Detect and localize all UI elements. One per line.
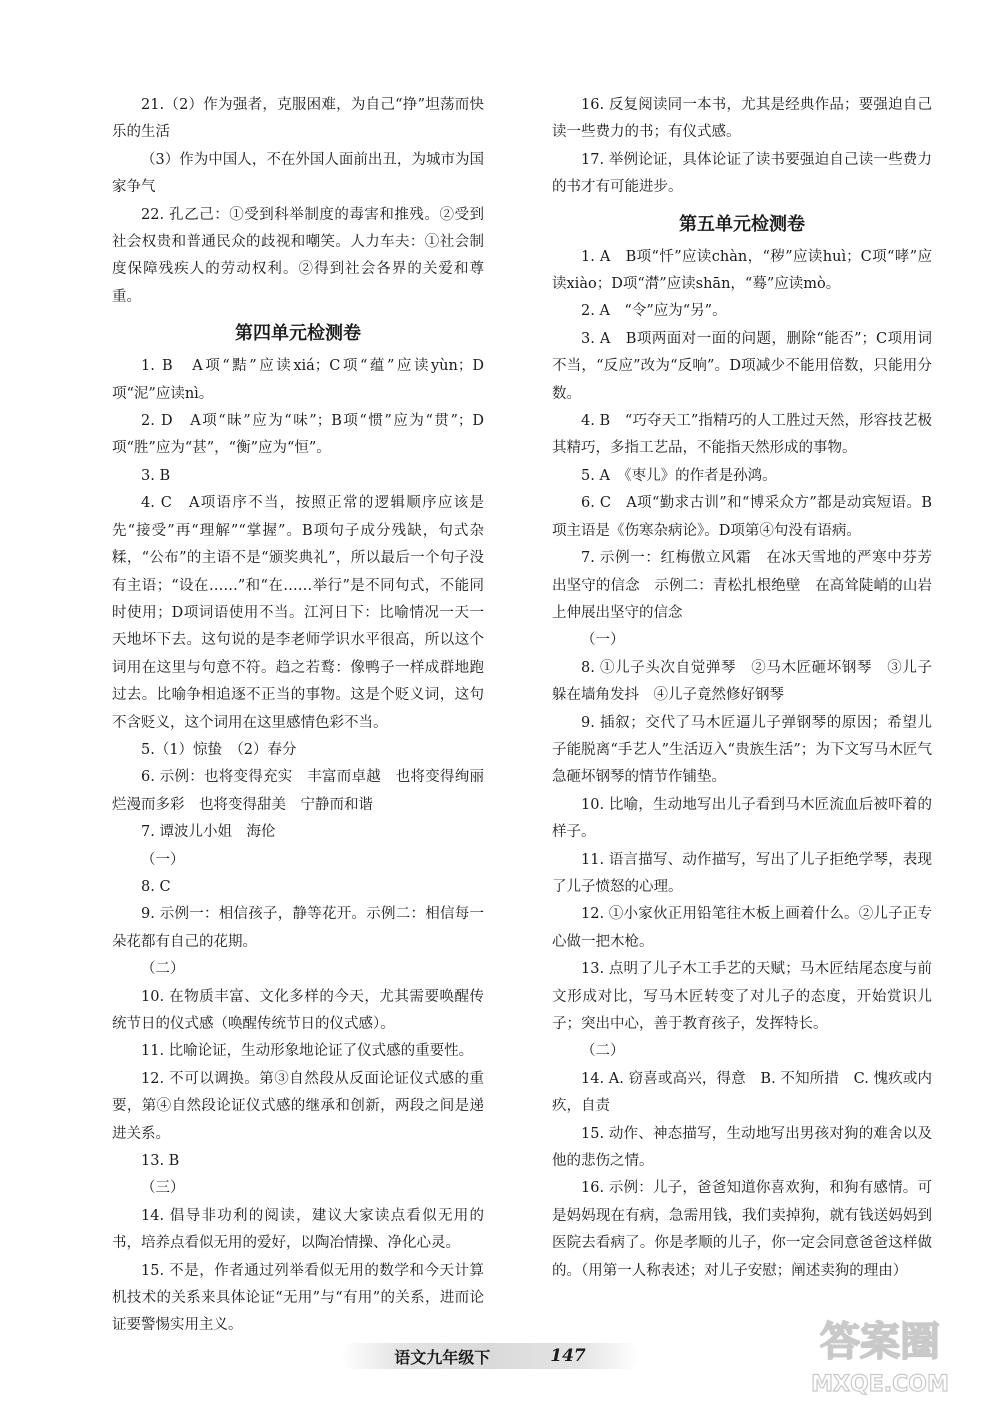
answer-paragraph: 3. B (141, 467, 171, 484)
answer-paragraph: 16. 示例：儿子，爸爸知道你喜欢狗，和狗有感情。可是妈妈现在有病，急需用钱，我们卖掉狗，就有钱送妈妈到医院去看病了。你是孝顺的儿子，你一定会同意爸爸这样做的。（用第一人称表述；对儿子安慰；阐述卖狗的理由） (552, 1180, 932, 1279)
answer-paragraph: 12. 不可以调换。第③自然段从反面论证仪式感的重要，第④自然段论证仪式感的继承和创新，两段之间是递进关系。 (112, 1070, 484, 1142)
answer-paragraph: 10. 在物质丰富、文化多样的今天，尤其需要唤醒传统节日的仪式感（唤醒传统节日的仪式感）。 (112, 988, 484, 1032)
answer-paragraph: 17. 举例论证，具体论证了读书要强迫自己读一些费力的书才有可能进步。 (552, 151, 932, 196)
answer-paragraph: 15. 动作、神态描写，生动地写出男孩对狗的难舍以及他的悲伤之情。 (552, 1125, 932, 1170)
answer-paragraph: 9. 插叙；交代了马木匠逼儿子弹钢琴的原因；希望儿子能脱离“手艺人”生活迈入“贵族生活”；为下文写马木匠气急砸坏钢琴的情节作铺垫。 (552, 714, 932, 786)
answer-paragraph: 14. 倡导非功利的阅读，建议大家读点看似无用的书，培养点看似无用的爱好，以陶冶情操、净化心灵。 (112, 1207, 484, 1252)
section-heading: 第四单元检测卷 (235, 323, 361, 345)
watermark-logo (780, 1309, 980, 1399)
answer-paragraph: （三） (141, 1180, 185, 1197)
answer-paragraph: 13. 点明了儿子木工手艺的天赋；马木匠结尾态度与前文形成对比，写马木匠转变了对儿子的态度，开始赏识儿子；突出中心，善于教育孩子，发挥特长。 (552, 961, 932, 1032)
answer-paragraph: 7. 谭波儿小姐 海伦 (141, 824, 276, 841)
answer-paragraph: （一） (141, 851, 185, 868)
answer-paragraph: 22. 孔乙己：①受到科举制度的毒害和推残。②受到社会权贵和普通民众的歧视和嘲笑。人力车夫：①社会制度保障残疾人的劳动权利。②得到社会各界的关爱和尊重。 (112, 206, 484, 305)
answer-paragraph: 5. A 《枣儿》的作者是孙鸿。 (581, 467, 777, 484)
answer-paragraph: 7. 示例一：红梅傲立风霜 在冰天雪地的严寒中芬芳出坚守的信念 示例二：青松扎根绝壁 在高耸陡峭的山岩上伸展出坚守的信念 (552, 550, 932, 621)
answer-paragraph: 2. A “令”应为“另”。 (581, 303, 727, 320)
answer-paragraph: 6. 示例：也将变得充实 丰富而卓越 也将变得绚丽 烂漫而多彩 也将变得甜美 宁静而和谐 (112, 769, 499, 813)
answer-paragraph: 10. 比喻，生动地写出儿子看到马木匠流血后被吓着的样子。 (552, 796, 932, 841)
answer-paragraph: （二） (581, 1043, 625, 1060)
answer-paragraph: 4. C A项语序不当，按照正常的逻辑顺序应该是先“接受”再“理解”“掌握”。B项句子成分残缺，句式杂糅，“公布”的主语不是“颁奖典礼”，所以最后一个句子没有主语；“设在……”和“在……举行”是不同句式，不能同时使用；D项词语使用不当。江河日下：比喻情况一天一天地坏下去。这句说的是李老师学识水平很高，所以这个词用在这里与句意不符。趋之若鹜：像鸭子一样成群地跑过去。比喻争相追逐不正当的事物。这是个贬义词，这句不含贬义，这个词用在这里感情色彩不当。 (112, 495, 484, 731)
answer-paragraph: 1. A B项“忏”应读chàn，“秽”应读huì；C项“哮”应读xiào；D项“潸”应读shān，“蓦”应读mò。 (552, 248, 932, 293)
section-heading: 第五单元检测卷 (679, 213, 805, 235)
answer-paragraph: 13. B (141, 1153, 180, 1170)
answer-paragraph: 4. B “巧夺天工”指精巧的人工胜过天然，形容技艺极其精巧，多指工艺品，不能指天然形成的事物。 (552, 413, 932, 457)
right-column (552, 92, 932, 1285)
answer-paragraph: （二） (141, 961, 185, 978)
answer-paragraph: 16. 反复阅读同一本书，尤其是经典作品；要强迫自己读一些费力的书；有仪式感。 (552, 97, 932, 141)
answer-paragraph: （3）作为中国人，不在外国人面前出丑，为城市为国家争气 (112, 151, 484, 196)
answer-paragraph: 21.（2）作为强者，克服困难，为自己“挣”坦荡而快乐的生活 (112, 97, 484, 141)
answer-paragraph: （一） (581, 632, 625, 649)
answer-paragraph: 14. A. 窃喜或高兴，得意 B. 不知所措 C. 愧疚或内疚，自责 (552, 1070, 932, 1115)
answer-paragraph: 1. B A项“黠”应读xiá；C项“蕴”应读yùn；D项“泥”应读nì。 (112, 358, 484, 402)
answer-paragraph: 8. ①儿子头次自觉弹琴 ②马木匠砸坏钢琴 ③儿子躲在墙角发抖 ④儿子竟然修好钢琴 (552, 659, 932, 704)
page-footer (340, 1340, 640, 1372)
page-number: 147 (550, 1346, 586, 1366)
answer-paragraph: 11. 比喻论证，生动形象地论证了仪式感的重要性。 (141, 1043, 474, 1060)
answer-paragraph: 3. A B项两面对一面的问题，删除“能否”；C项用词不当，“反应”改为“反响”。D项减少不能用倍数，只能用分数。 (552, 330, 932, 402)
answer-paragraph: 12. ①小家伙正用铅笔往木板上画着什么。②儿子正专心做一把木枪。 (552, 906, 932, 950)
left-column (112, 92, 499, 1340)
answer-paragraph: 2. D A项“昧”应为“味”；B项“惯”应为“贯”；D项“胜”应为“甚”，“衡”应为“恒”。 (112, 413, 484, 457)
answer-paragraph: 8. C (141, 878, 171, 895)
watermark-url: MXQE.COM (811, 1372, 949, 1397)
answer-paragraph: 5.（1）惊蛰 （2）春分 (141, 741, 297, 758)
book-title: 语文九年级下 (394, 1347, 491, 1367)
watermark-logo-text: 答案圈 (820, 1319, 940, 1365)
answer-paragraph: 6. C A项“勤求古训”和“博采众方”都是动宾短语。B项主语是《伤寒杂病论》。D项第④句没有语病。 (552, 495, 932, 539)
answer-paragraph: 15. 不是，作者通过列举看似无用的数学和今天计算机技术的关系来具体论证“无用”与“有用”的关系，进而论证要警惕实用主义。 (112, 1262, 484, 1334)
answer-paragraph: 9. 示例一：相信孩子，静等花开。示例二：相信每一朵花都有自己的花期。 (112, 906, 484, 950)
answer-paragraph: 11. 语言描写、动作描写，写出了儿子拒绝学琴，表现了儿子愤怒的心理。 (552, 851, 932, 895)
